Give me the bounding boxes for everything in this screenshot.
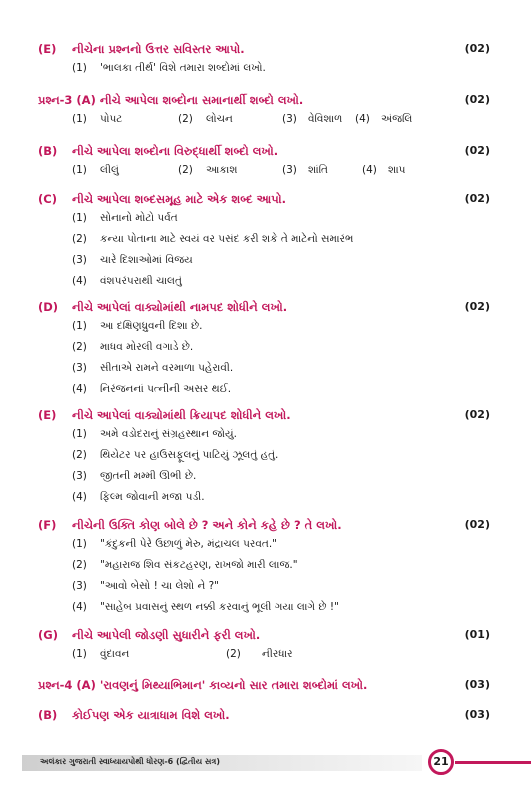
question-label: (D) xyxy=(38,300,59,314)
item-text: માધવ મોરલી વગાડે છે. xyxy=(100,341,194,353)
section-d-nouns xyxy=(38,300,490,404)
item-text: શાપ xyxy=(388,164,406,176)
list-item xyxy=(72,254,490,275)
question-label: (C) xyxy=(38,192,57,206)
marks: (02) xyxy=(464,300,490,313)
item-number: (4) xyxy=(72,491,87,503)
item-text: લોચન xyxy=(206,113,233,125)
item-number: (1) xyxy=(72,538,87,550)
item-text: ફિલ્મ જોવાની મજા પડી. xyxy=(100,491,205,503)
list-item xyxy=(72,491,490,512)
section-g-spelling xyxy=(38,628,490,669)
list-item xyxy=(72,470,490,491)
item-number: (2) xyxy=(72,233,87,245)
item-text: નીરધાર xyxy=(262,648,293,660)
question-text: પ્રશ્ન-4 (A) 'રાવણનું મિથ્યાભિમાન' કાવ્યનો સાર તમારા શબ્દોમાં લખો. xyxy=(38,678,368,692)
question-text: નીચે આપેલી જોડણી સુધારીને ફરી લખો. xyxy=(72,628,261,642)
item-number: (3) xyxy=(282,164,297,176)
list-item xyxy=(72,212,490,233)
question-text: નીચે આપેલા શબ્દોના વિરુદ્ધાર્થી શબ્દો લખો. xyxy=(72,144,279,158)
list-item xyxy=(72,362,490,383)
list-item xyxy=(72,62,490,83)
section-q3a-synonyms xyxy=(38,93,490,134)
question-label: (B) xyxy=(38,708,58,722)
item-number: (3) xyxy=(72,362,87,374)
item-text: આકાશ xyxy=(206,164,238,176)
question-text: નીચે આપેલા શબ્દસમૂહ માટે એક શબ્દ આપો. xyxy=(72,192,286,206)
item-text: "મહારાજ શિવ સંકટહરણ, રાખજો મારી લાજ." xyxy=(100,559,298,571)
item-text: સીતાએ રામને વરમાળા પહેરાવી. xyxy=(100,362,234,374)
item-number: (1) xyxy=(72,164,87,176)
item-text: જીતની મમ્મી ઊભી છે. xyxy=(100,470,197,482)
item-text: થિયેટર પર હાઉસફૂલનું પાટિયું ઝૂલતું હતું. xyxy=(100,449,279,461)
word-row xyxy=(72,164,490,185)
item-number: (4) xyxy=(72,383,87,395)
item-number: (2) xyxy=(72,559,87,571)
list-item xyxy=(72,449,490,470)
question-text: પ્રશ્ન-3 (A) નીચે આપેલા શબ્દોના સમાનાર્થી શબ્દો લખો. xyxy=(38,93,304,107)
item-number: (4) xyxy=(72,275,87,287)
item-text: "સાહેબ પ્રવાસનું સ્થળ નક્કી કરવાનું ભૂલી ગયા લાગે છે !" xyxy=(100,601,339,613)
question-text: કોઈપણ એક યાત્રાધામ વિશે લખો. xyxy=(72,708,230,722)
item-text: "કંદુકની પેરે ઉછાળું મેરુ, મંદ્રાચલ પરવત." xyxy=(100,538,277,550)
item-text: પોપટ xyxy=(100,113,123,125)
word-row xyxy=(72,113,490,134)
item-number: (2) xyxy=(178,113,193,125)
item-number: (1) xyxy=(72,428,87,440)
question-label: (E) xyxy=(38,42,57,56)
section-e-long-answer xyxy=(38,42,490,83)
list-item xyxy=(72,275,490,296)
question-label: (G) xyxy=(38,628,58,642)
item-number: (2) xyxy=(178,164,193,176)
list-item xyxy=(72,341,490,362)
item-text: અંજલિ xyxy=(381,113,413,125)
list-item xyxy=(72,601,490,622)
item-number: (4) xyxy=(362,164,377,176)
item-number: (2) xyxy=(226,648,241,660)
section-c-one-word xyxy=(38,192,490,296)
footer-accent-line xyxy=(455,761,531,764)
item-number: (1) xyxy=(72,320,87,332)
item-text: અમે વડોદરાનું સંગ્રહસ્થાન જોયું. xyxy=(100,428,237,440)
question-label: (B) xyxy=(38,144,58,158)
item-text: વંશપરંપરાથી ચાલતું xyxy=(100,275,182,287)
list-item xyxy=(72,538,490,559)
item-number: (1) xyxy=(72,113,87,125)
section-f-quotes xyxy=(38,518,490,622)
footer-book-title: અલંકાર ગુજરાતી સ્વાધ્યાયપોથી ધોરણ-6 (દ્વિતીય સત્ર) xyxy=(40,757,220,766)
section-q4a-poem-summary xyxy=(38,678,490,698)
item-number: (1) xyxy=(72,648,87,660)
section-q4b-pilgrimage xyxy=(38,708,490,728)
item-number: (1) xyxy=(72,62,87,74)
item-text: 'ભાલકા તીર્થ' વિશે તમારા શબ્દોમાં લખો. xyxy=(100,62,266,74)
marks: (02) xyxy=(464,192,490,205)
page-number: 21 xyxy=(428,749,454,775)
item-text: સોનાનો મોટો પર્વત xyxy=(100,212,178,224)
item-text: નિરંજનનાં પત્નીની અસર થઈ. xyxy=(100,383,232,395)
item-text: લીલું xyxy=(100,164,119,176)
item-text: "આવો બેસો ! ચા લેશો ને ?" xyxy=(100,580,220,592)
marks: (02) xyxy=(464,42,490,55)
item-number: (1) xyxy=(72,212,87,224)
item-number: (4) xyxy=(72,601,87,613)
list-item xyxy=(72,580,490,601)
list-item xyxy=(72,559,490,580)
question-label: (E) xyxy=(38,408,57,422)
marks: (02) xyxy=(464,144,490,157)
list-item xyxy=(72,233,490,254)
question-text: નીચેના પ્રશ્નનો ઉત્તર સવિસ્તર આપો. xyxy=(72,42,245,56)
page-footer xyxy=(0,745,531,785)
section-b-antonyms xyxy=(38,144,490,185)
list-item xyxy=(72,428,490,449)
item-number: (3) xyxy=(282,113,297,125)
question-text: નીચેની ઉક્તિ કોણ બોલે છે ? અને કોને કહે છે ? તે લખો. xyxy=(72,518,342,532)
marks: (02) xyxy=(464,518,490,531)
marks: (03) xyxy=(464,678,490,691)
item-text: વેવિશાળ xyxy=(308,113,343,125)
item-text: શાંતિ xyxy=(308,164,329,176)
item-text: ચારે દિશાઓમાં વિજય xyxy=(100,254,193,266)
question-text: નીચે આપેલાં વાક્યોમાંથી નામપદ શોધીને લખો. xyxy=(72,300,288,314)
item-number: (4) xyxy=(355,113,370,125)
list-item xyxy=(72,320,490,341)
marks: (02) xyxy=(464,93,490,106)
marks: (01) xyxy=(464,628,490,641)
item-text: વુંદાવન xyxy=(100,648,130,660)
marks: (03) xyxy=(464,708,490,721)
marks: (02) xyxy=(464,408,490,421)
word-row xyxy=(72,648,490,669)
list-item xyxy=(72,383,490,404)
question-label: (F) xyxy=(38,518,57,532)
item-number: (3) xyxy=(72,580,87,592)
item-text: કન્યા પોતાના માટે સ્વયં વર પસંદ કરી શકે તે માટેનો સમારંભ xyxy=(100,233,354,245)
section-e-verbs xyxy=(38,408,490,512)
item-number: (2) xyxy=(72,341,87,353)
item-number: (3) xyxy=(72,254,87,266)
item-text: આ દક્ષિણધ્રુવની દિશા છે. xyxy=(100,320,203,332)
question-text: નીચે આપેલાં વાક્યોમાંથી ક્રિયાપદ શોધીને લખો. xyxy=(72,408,291,422)
item-number: (2) xyxy=(72,449,87,461)
item-number: (3) xyxy=(72,470,87,482)
